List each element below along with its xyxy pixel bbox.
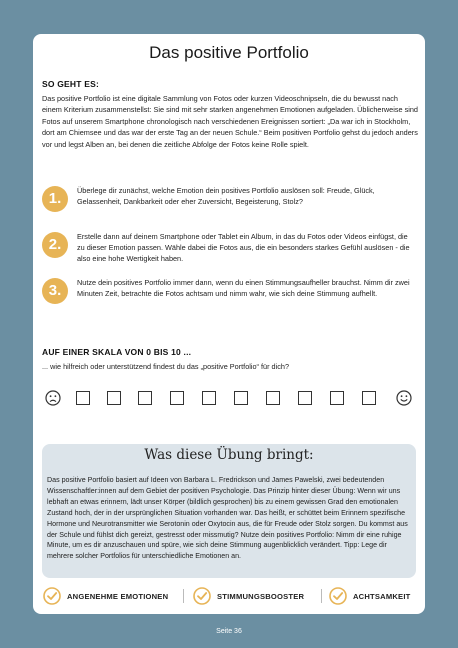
page-number: Seite 36 — [216, 628, 242, 635]
benefit-text: Das positive Portfolio basiert auf Ideen von Barbara L. Fredrickson und James Pawelski, zwei bedeutenden Wissenschaftler:innen auf dem Gebiet der positiven Psychologie. Das Prinzip hinter dieser Übung: Wenn wir uns lebhaft an etwas erinnern, lädt unser Körper (bildlich gesprochen) bis zu einem gewissen Grad den emotionalen Zustand hoch, der in der ursprünglichen Situation vorhanden war. Das heißt, er schüttet beim Erinnern spezifische Hormone und Neurotransmitter wie Serotonin oder Oxytocin aus, die für Freude oder Stolz sorgen. Du kommst aus der Schule und fühlst dich gereizt, gestresst oder missmutig? Nutze dein positives Portfolio: Nimm dir eine ruhige Minute, um es dir anzuschauen und spüre, wie sich deine Stimmung augenblicklich verändert. Tipp: Lege dir mehrere solcher Portfolios für unterschiedliche Emotionen an. — [47, 476, 408, 561]
tag-label: ACHTSAMKEIT — [353, 592, 411, 601]
rating-box-1[interactable] — [76, 391, 90, 405]
page-title: Das positive Portfolio — [149, 43, 309, 62]
rating-box-3[interactable] — [138, 391, 152, 405]
rating-box-10[interactable] — [362, 391, 376, 405]
sad-face-icon — [45, 390, 61, 406]
rating-box-7[interactable] — [266, 391, 280, 405]
worksheet-card — [33, 34, 425, 614]
check-circle-icon — [329, 587, 347, 605]
happy-face-icon — [396, 390, 412, 406]
rating-box-4[interactable] — [170, 391, 184, 405]
scale-heading: AUF EINER SKALA VON 0 BIS 10 ... — [42, 347, 192, 357]
tag-divider — [183, 589, 184, 603]
step-1 — [42, 186, 418, 220]
step-3 — [42, 278, 418, 312]
tag-label: ANGENEHME EMOTIONEN — [67, 592, 169, 601]
check-circle-icon — [193, 587, 211, 605]
rating-scale — [42, 389, 418, 409]
step-text: Überlege dir zunächst, welche Emotion dein positives Portfolio auslösen soll: Freude, Glück, Gelassenheit, Dankbarkeit oder eher Zuversicht, Begeisterung, Stolz? — [77, 186, 375, 207]
check-circle-icon — [43, 587, 61, 605]
rating-box-9[interactable] — [330, 391, 344, 405]
step-number: 1. — [42, 186, 68, 212]
rating-box-5[interactable] — [202, 391, 216, 405]
intro-text: Das positive Portfolio ist eine digitale Sammlung von Fotos oder kurzen Videoschnipseln, die du bewusst nach einem Kriterium zusammenstellst: Sie sind mit sehr starken angenehmen Emotionen aufgeladen. Üblicherweise sind Fotos auf unserem Smartphone chronologisch nach verschiedenen Ereignissen sortiert: „Da war ich in Stockholm, dort am Chiemsee und das war der erste Tag an der neuen Schule.“ Beim positiven Portfolio gehst du jedoch anders vor und legst Alben an, bei denen die zeitliche Abfolge der Fotos keine Rolle spielt. — [42, 94, 418, 149]
how-heading: SO GEHT ES: — [42, 79, 99, 89]
step-number: 3. — [42, 278, 68, 304]
step-2 — [42, 232, 418, 266]
scale-question: ... wie hilfreich oder unterstützend findest du das „positive Portfolio“ für dich? — [42, 362, 290, 371]
benefit-tags — [43, 587, 417, 609]
benefit-box — [42, 444, 416, 578]
step-text: Nutze dein positives Portfolio immer dann, wenn du einen Stimmungsaufheller brauchst. Nimm dir zwei Minuten Zeit, betrachte die Fotos achtsam und nimm wahr, wie sich deine Stimmung aufhellt. — [77, 278, 410, 299]
rating-box-8[interactable] — [298, 391, 312, 405]
tag-label: STIMMUNGSBOOSTER — [217, 592, 305, 601]
tag-divider — [321, 589, 322, 603]
step-text: Erstelle dann auf deinem Smartphone oder Tablet ein Album, in das du Fotos oder Videos einfügst, die zu dieser Emotion passen. Wähle dabei die Fotos aus, die ein besonders starkes Gefühl auslösen - die also eine hohe Wertigkeit haben. — [77, 232, 410, 264]
benefit-title: Was diese Übung bringt: — [144, 447, 314, 463]
rating-box-6[interactable] — [234, 391, 248, 405]
rating-box-2[interactable] — [107, 391, 121, 405]
step-number: 2. — [42, 232, 68, 258]
